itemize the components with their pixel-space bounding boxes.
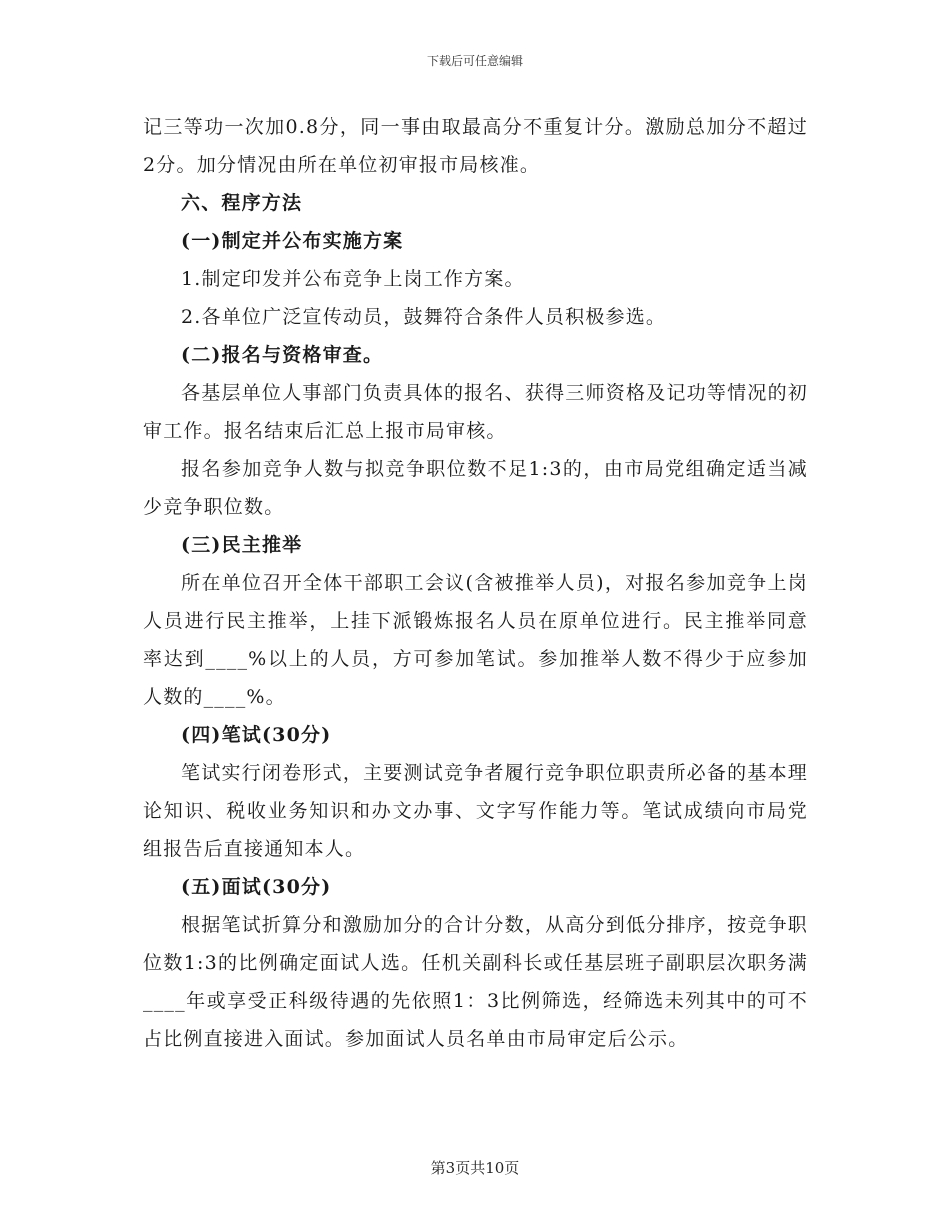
subheading-written-exam: (四)笔试(30分) bbox=[181, 724, 332, 746]
paragraph-written-exam: 笔试实行闭卷形式，主要测试竞争者履行竞争职位职责所必备的基本理论知识、税收业务知识和办文办事、文字写作能力等。笔试成绩向市局党组报告后直接通知本人。 bbox=[143, 762, 808, 860]
document-body bbox=[143, 108, 808, 1058]
list-item-1: 1.制定印发并公布竞争上岗工作方案。 bbox=[181, 268, 525, 290]
paragraph-interview: 根据笔试折算分和激励加分的合计分数，从高分到低分排序，按竞争职位数1:3的比例确定面试人选。任机关副科长或任基层班子副职层次职务满____年或享受正科级待遇的先依照1：3比例筛选，经筛选未列其中的可不占比例直接进入面试。参加面试人员名单由市局审定后公示。 bbox=[143, 914, 808, 1050]
paragraph-registration-1: 各基层单位人事部门负责具体的报名、获得三师资格及记功等情况的初审工作。报名结束后汇总上报市局审核。 bbox=[143, 382, 808, 442]
subheading-registration: (二)报名与资格审查。 bbox=[181, 344, 384, 366]
subheading-plan: (一)制定并公布实施方案 bbox=[181, 230, 404, 252]
subheading-democratic-recommendation: (三)民主推举 bbox=[181, 534, 303, 556]
subheading-interview: (五)面试(30分) bbox=[181, 876, 332, 898]
paragraph-continuation: 记三等功一次加0.8分，同一事由取最高分不重复计分。激励总加分不超过2分。加分情况由所在单位初审报市局核准。 bbox=[143, 116, 808, 176]
page-number: 第3页共10页 bbox=[430, 1159, 520, 1177]
paragraph-registration-2: 报名参加竞争人数与拟竞争职位数不足1:3的，由市局党组确定适当减少竞争职位数。 bbox=[143, 458, 808, 518]
page-header: 下载后可任意编辑 bbox=[426, 54, 523, 68]
list-item-2: 2.各单位广泛宣传动员，鼓舞符合条件人员积极参选。 bbox=[181, 306, 667, 328]
paragraph-recommendation: 所在单位召开全体干部职工会议(含被推举人员)，对报名参加竞争上岗人员进行民主推举，上挂下派锻炼报名人员在原单位进行。民主推举同意率达到____%以上的人员，方可参加笔试。参加推举人数不得少于应参加人数的____%。 bbox=[143, 572, 808, 708]
section-heading-procedure: 六、程序方法 bbox=[181, 192, 303, 214]
